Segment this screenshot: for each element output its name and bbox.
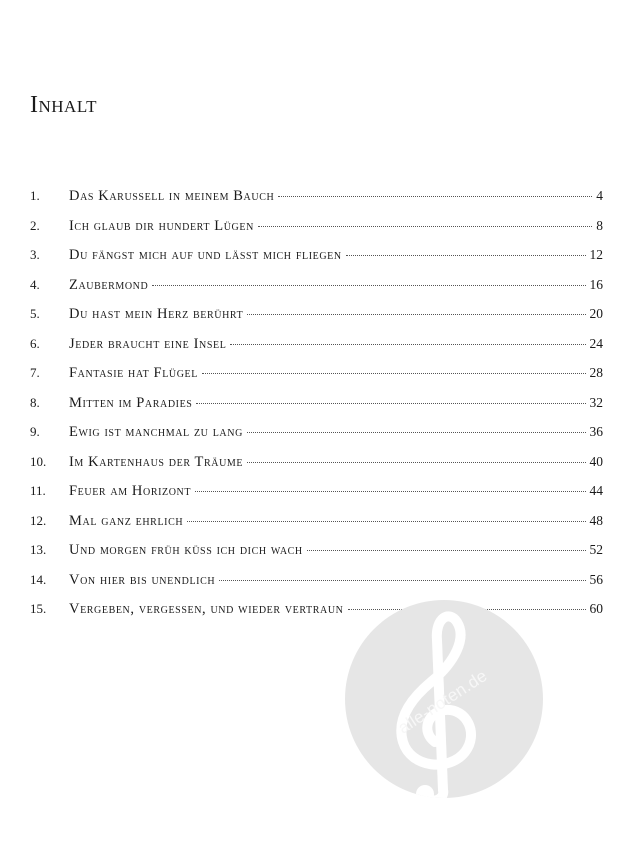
dot-leader <box>219 580 585 581</box>
toc-entry-page: 4 <box>596 188 603 203</box>
toc-entry-page: 48 <box>589 512 603 528</box>
dot-leader <box>247 314 585 315</box>
toc-entry-title: Du fängst mich auf und lässt mich fliegen <box>69 247 342 263</box>
page-title: Inhalt <box>30 92 98 118</box>
toc-entry <box>30 424 603 454</box>
toc-entry <box>30 306 603 336</box>
toc-entry <box>30 513 603 543</box>
toc-entry-number: 6. <box>30 335 40 351</box>
toc-entry <box>30 542 603 572</box>
toc-entry-page: 44 <box>589 483 603 498</box>
watermark-text: alle-noten.de <box>394 665 491 738</box>
toc-entry-title: Zaubermond <box>69 276 149 293</box>
dot-leader <box>196 403 585 404</box>
toc-entry-title: Vergeben, vergessen, und wieder vertraun <box>69 601 344 617</box>
dot-leader <box>230 344 585 345</box>
toc-entry-title: Mitten im Paradies <box>69 394 193 411</box>
toc-entry-page: 40 <box>589 453 603 469</box>
toc-entry <box>30 365 603 395</box>
toc-entry-number: 9. <box>30 424 40 439</box>
dot-leader <box>258 226 592 227</box>
toc-entry <box>30 188 603 218</box>
toc-entry-number: 10. <box>30 453 47 469</box>
toc-entry-number: 8. <box>30 394 40 410</box>
toc-entry-page: 36 <box>589 424 603 439</box>
dot-leader <box>187 521 585 522</box>
toc-entry <box>30 218 603 248</box>
dot-leader <box>247 432 586 433</box>
toc-entry-page: 24 <box>589 335 603 351</box>
toc-entry-title: Von hier bis unendlich <box>69 571 216 588</box>
toc-entry-title: Du hast mein Herz berührt <box>69 306 244 322</box>
toc-entry-number: 4. <box>30 276 40 292</box>
toc-entry-number: 13. <box>30 542 47 557</box>
toc-entry-number: 2. <box>30 217 40 233</box>
dot-leader <box>346 255 586 256</box>
dot-leader <box>152 285 585 286</box>
toc-entry-title: Mal ganz ehrlich <box>69 512 184 529</box>
toc-entry-number: 1. <box>30 188 40 203</box>
toc-entry-page: 12 <box>589 247 603 262</box>
dot-leader <box>307 550 586 551</box>
toc-entry-page: 60 <box>589 601 603 616</box>
toc-entry <box>30 483 603 513</box>
toc-entry-page: 56 <box>589 571 603 587</box>
toc-entry-page: 32 <box>589 394 603 410</box>
dot-leader <box>202 373 586 374</box>
toc-entry-number: 3. <box>30 247 40 262</box>
toc-entry-title: Ewig ist manchmal zu lang <box>69 424 243 440</box>
toc-entry-number: 14. <box>30 571 47 587</box>
dot-leader <box>278 196 592 197</box>
table-of-contents <box>30 188 603 631</box>
toc-entry-title: Das Karussell in meinem Bauch <box>69 188 275 204</box>
toc-entry-title: Feuer am Horizont <box>69 483 192 499</box>
toc-entry <box>30 277 603 307</box>
toc-entry-number: 11. <box>30 483 46 498</box>
toc-entry-page: 52 <box>589 542 603 557</box>
watermark <box>345 600 543 798</box>
toc-entry <box>30 454 603 484</box>
toc-entry-page: 28 <box>589 365 603 380</box>
toc-entry-number: 15. <box>30 601 47 616</box>
toc-entry <box>30 247 603 277</box>
toc-entry-number: 5. <box>30 306 40 321</box>
toc-entry-title: Ich glaub dir hundert Lügen <box>69 217 254 234</box>
toc-entry-page: 16 <box>589 276 603 292</box>
toc-entry-title: Und morgen früh küss ich dich wach <box>69 542 303 558</box>
toc-entry-number: 7. <box>30 365 40 380</box>
dot-leader <box>247 462 585 463</box>
toc-entry-title: Im Kartenhaus der Träume <box>69 453 244 470</box>
toc-entry-title: Fantasie hat Flügel <box>69 365 198 381</box>
toc-entry-title: Jeder braucht eine Insel <box>69 335 227 352</box>
toc-entry <box>30 572 603 602</box>
toc-entry-number: 12. <box>30 512 47 528</box>
dot-leader <box>195 491 585 492</box>
toc-entry-page: 20 <box>589 306 603 321</box>
toc-entry <box>30 395 603 425</box>
toc-entry-page: 8 <box>596 217 603 233</box>
toc-entry <box>30 336 603 366</box>
